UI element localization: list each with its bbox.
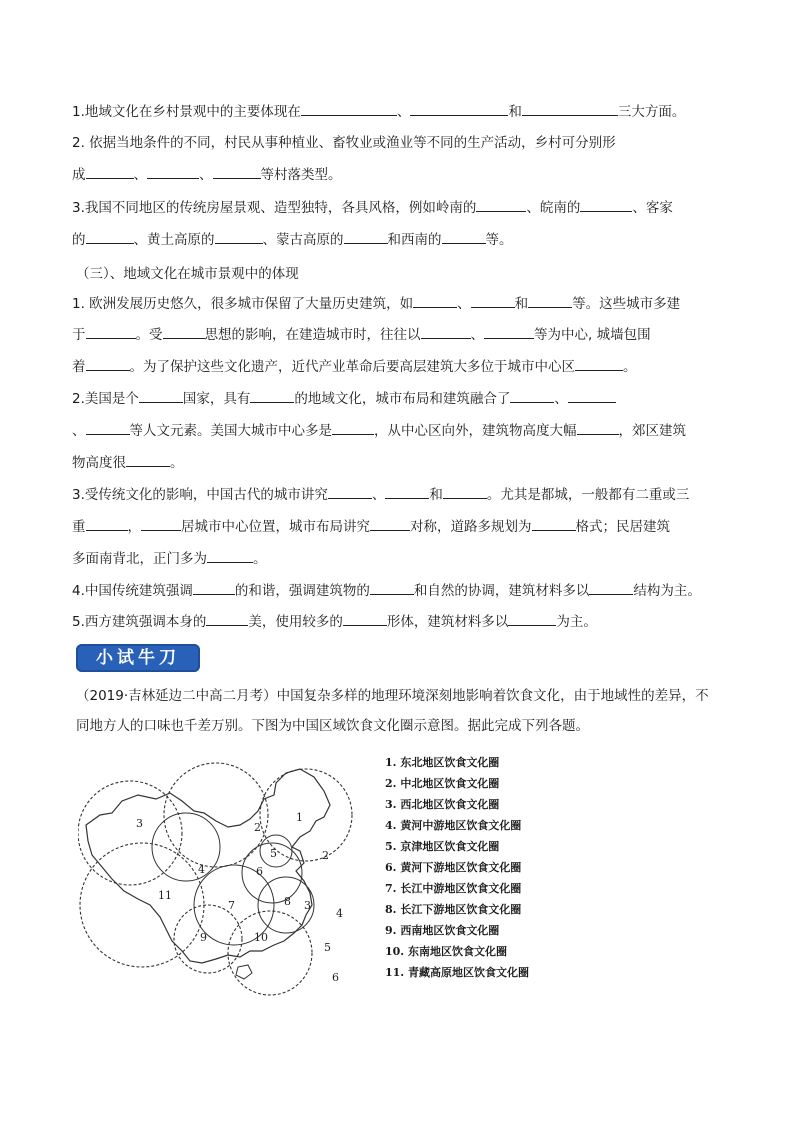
answer-blank[interactable] [86, 324, 136, 339]
answer-blank[interactable] [580, 197, 632, 212]
question-2-line-1: 2. 依据当地条件的不同，村民从事种植业、畜牧业或渔业等不同的生产活动，乡村可分别形 [72, 135, 616, 151]
map-label-6: 6 [256, 865, 263, 878]
map-label-3b: 3 [304, 899, 311, 912]
question-3-line-1: 3.我国不同地区的传统房屋景观、造型独特，各具风格，例如岭南的 、皖南的 、客家 [72, 197, 732, 218]
legend-item: 10. 东南地区饮食文化圈 [385, 945, 507, 958]
answer-blank[interactable] [86, 164, 134, 179]
circle-region-2 [164, 763, 268, 867]
answer-blank[interactable] [86, 229, 134, 244]
answer-blank[interactable] [385, 484, 429, 499]
map-label-4: 4 [198, 863, 205, 876]
answer-blank[interactable] [141, 516, 181, 531]
answer-blank[interactable] [86, 420, 130, 435]
legend-item: 6. 黄河下游地区饮食文化圈 [385, 861, 522, 874]
legend-item: 7. 长江中游地区饮食文化圈 [385, 882, 522, 895]
answer-blank[interactable] [344, 229, 388, 244]
map-label-5: 5 [270, 847, 277, 860]
circle-region-9 [174, 905, 242, 973]
circle-region-10 [228, 911, 312, 995]
answer-blank[interactable] [577, 420, 619, 435]
map-label-5b: 5 [324, 941, 331, 954]
map-legend [385, 752, 529, 983]
city-question-1-line-1: 1. 欧洲发展历史悠久，很多城市保留了大量历史建筑，如 、 和 等。这些城市多建 [72, 293, 732, 314]
answer-blank[interactable] [328, 484, 372, 499]
answer-blank[interactable] [206, 611, 248, 626]
question-1: 1.地域文化在乡村景观中的主要体现在 、 和 三大方面。 [72, 101, 732, 122]
city-question-1-line-3: 着 。为了保护这些文化遗产，近代产业革命后要高层建筑大多位于城市中心区 。 [72, 356, 732, 377]
city-question-3-line-1: 3.受传统文化的影响，中国古代的城市讲究 、 和 。尤其是都城，一般都有二重或三 [72, 484, 732, 505]
banner-label: 小试牛刀 [96, 648, 180, 668]
city-question-3-line-3: 多面南背北，正门多为 。 [72, 548, 732, 569]
food-culture-map [78, 755, 368, 1015]
legend-item: 11. 青藏高原地区饮食文化圈 [385, 966, 529, 979]
question-2-line-2: 成 、 、 等村落类型。 [72, 164, 732, 185]
practice-banner [76, 644, 200, 672]
exercise-intro-line-2: 同地方人的口味也千差万别。下图为中国区域饮食文化圈示意图。据此完成下列各题。 [76, 718, 589, 734]
legend-item: 3. 西北地区饮食文化圈 [385, 798, 500, 811]
city-question-3-line-2: 重 ， 居城市中心位置，城市布局讲究 对称，道路多规划为 格式；民居建筑 [72, 516, 732, 537]
answer-blank[interactable] [528, 293, 572, 308]
legend-item: 2. 中北地区饮食文化圈 [385, 777, 500, 790]
city-question-1-line-2: 于 。受 思想的影响，在建造城市时，往往以 、 等为中心, 城墙包围 [72, 324, 732, 345]
answer-blank[interactable] [213, 164, 261, 179]
answer-blank[interactable] [413, 293, 457, 308]
china-outline [86, 769, 330, 963]
answer-blank[interactable] [568, 388, 616, 403]
answer-blank[interactable] [410, 101, 508, 116]
answer-blank[interactable] [207, 548, 253, 563]
answer-blank[interactable] [589, 580, 633, 595]
map-label-2: 2 [322, 849, 329, 862]
legend-item: 9. 西南地区饮食文化圈 [385, 924, 500, 937]
answer-blank[interactable] [471, 293, 515, 308]
answer-blank[interactable] [510, 388, 554, 403]
answer-blank[interactable] [343, 611, 387, 626]
map-label-9: 9 [200, 931, 207, 944]
hainan-island [236, 965, 252, 979]
city-question-4: 4.中国传统建筑强调 的和谐，强调建筑物的 和自然的协调，建筑材料多以 结构为主。 [72, 580, 732, 601]
circle-region-3 [78, 781, 182, 885]
answer-blank[interactable] [139, 388, 183, 403]
city-question-2-line-1: 2.美国是个 国家，具有 的地域文化，城市布局和建筑融合了 、 [72, 388, 732, 409]
answer-blank[interactable] [147, 164, 199, 179]
map-label-4b: 4 [336, 907, 343, 920]
answer-blank[interactable] [86, 356, 130, 371]
answer-blank[interactable] [522, 101, 618, 116]
legend-item: 4. 黄河中游地区饮食文化圈 [385, 819, 522, 832]
exercise-intro-line-1: （2019·吉林延边二中高二月考）中国复杂多样的地理环境深刻地影响着饮食文化，由于地域性的差异，不 [76, 688, 709, 704]
map-label-11: 11 [158, 889, 172, 902]
answer-blank[interactable] [163, 324, 205, 339]
legend-item: 5. 京津地区饮食文化圈 [385, 840, 500, 853]
answer-blank[interactable] [370, 516, 410, 531]
answer-blank[interactable] [193, 580, 235, 595]
map-label-8: 8 [284, 895, 291, 908]
answer-blank[interactable] [443, 484, 487, 499]
map-label-1: 1 [296, 811, 303, 824]
map-label-7: 7 [228, 899, 235, 912]
question-3-line-2: 的 、黄土高原的 、蒙古高原的 和西南的 等。 [72, 229, 732, 250]
map-label-3: 3 [136, 817, 143, 830]
answer-blank[interactable] [370, 580, 414, 595]
map-label-10: 10 [254, 931, 268, 944]
circle-region-11 [80, 843, 204, 967]
city-question-5: 5.西方建筑强调本身的 美，使用较多的 形体，建筑材料多以 为主。 [72, 611, 732, 632]
answer-blank[interactable] [575, 356, 623, 371]
answer-blank[interactable] [421, 324, 471, 339]
circle-region-4 [152, 813, 220, 881]
answer-blank[interactable] [476, 197, 526, 212]
answer-blank[interactable] [508, 611, 556, 626]
legend-item: 8. 长江下游地区饮食文化圈 [385, 903, 522, 916]
city-question-2-line-3: 物高度很 。 [72, 452, 732, 473]
map-label-6b: 6 [332, 971, 339, 984]
answer-blank[interactable] [484, 324, 534, 339]
answer-blank[interactable] [332, 420, 374, 435]
answer-blank[interactable] [250, 388, 294, 403]
answer-blank[interactable] [215, 229, 263, 244]
answer-blank[interactable] [301, 101, 397, 116]
section-heading: （三）、地域文化在城市景观中的体现 [76, 266, 299, 282]
city-question-2-line-2: 、 等人文元素。美国大城市中心多是 ，从中心区向外，建筑物高度大幅 ，郊区建筑 [72, 420, 732, 441]
answer-blank[interactable] [532, 516, 576, 531]
answer-blank[interactable] [442, 229, 486, 244]
answer-blank[interactable] [126, 452, 170, 467]
legend-item: 1. 东北地区饮食文化圈 [385, 756, 500, 769]
answer-blank[interactable] [86, 516, 128, 531]
map-label-2b: 2 [254, 821, 261, 834]
